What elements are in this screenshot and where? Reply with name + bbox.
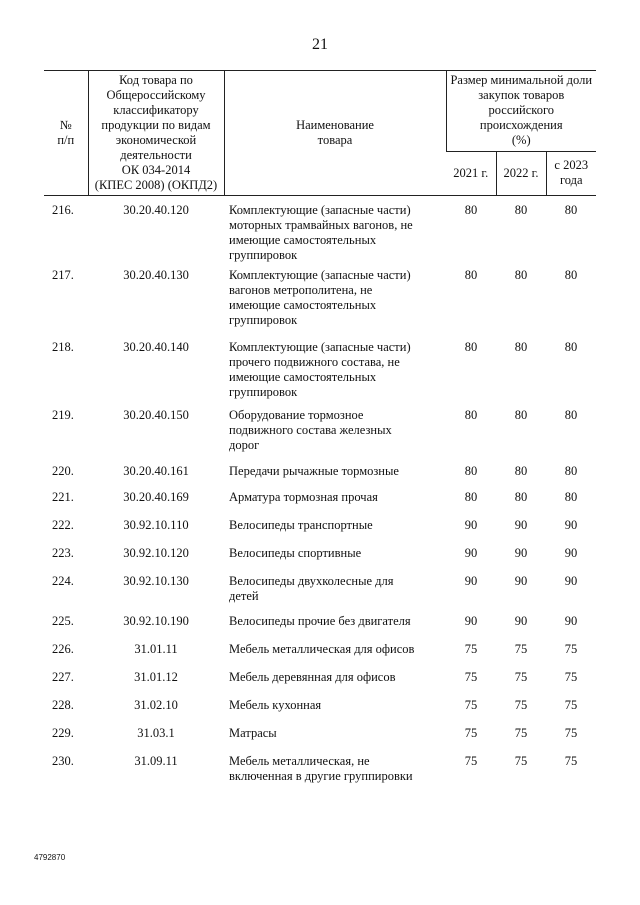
share-2023: 80	[564, 489, 578, 504]
header-year-2021: 2021 г.	[446, 151, 496, 195]
table-row	[44, 546, 596, 574]
share-2021: 80	[464, 489, 478, 504]
share-2023: 75	[564, 641, 578, 656]
share-2021: 75	[464, 669, 478, 684]
row-number: 225.	[52, 613, 74, 628]
footer-document-code: 4792870	[34, 853, 66, 862]
share-2022: 80	[514, 339, 528, 354]
product-code: 30.20.40.120	[123, 203, 189, 217]
product-code: 30.92.10.120	[123, 545, 189, 560]
product-code: 30.20.40.140	[123, 339, 189, 354]
share-2022: 90	[514, 517, 528, 532]
share-2021: 90	[464, 613, 478, 628]
header-share: Размер минимальной доли закупок товаров российского происхождения (%)	[446, 71, 596, 152]
table-row	[44, 340, 596, 408]
goods-table	[44, 70, 596, 794]
table-row	[44, 698, 596, 726]
product-name: Мебель деревянная для офисов	[229, 669, 396, 684]
product-code: 30.20.40.150	[123, 407, 189, 422]
product-name: Велосипеды транспортные	[229, 517, 373, 532]
row-number: 222.	[52, 517, 74, 532]
product-name: Велосипеды двухколесные для детей	[229, 573, 394, 603]
product-name: Мебель кухонная	[229, 697, 322, 712]
header-year-2022: 2022 г.	[496, 151, 546, 195]
share-2022: 80	[514, 407, 528, 422]
share-2022: 75	[514, 641, 528, 656]
share-2022: 80	[514, 203, 528, 217]
product-name: Мебель металлическая, не включенная в другие группировки	[229, 753, 413, 783]
share-2023: 80	[564, 267, 578, 282]
row-number: 226.	[52, 641, 74, 656]
row-number: 230.	[52, 753, 74, 768]
row-number: 223.	[52, 545, 74, 560]
header-name: Наименование товара	[224, 71, 446, 196]
table-header	[44, 71, 596, 196]
row-number: 221.	[52, 489, 74, 504]
row-number: 227.	[52, 669, 74, 684]
row-number: 217.	[52, 267, 74, 282]
share-2023: 80	[564, 463, 578, 478]
table-row	[44, 196, 596, 268]
share-2023: 90	[564, 517, 578, 532]
table-row	[44, 490, 596, 518]
product-name: Оборудование тормозное подвижного состава железных дорог	[229, 407, 392, 452]
page-number: 21	[312, 36, 328, 53]
share-2022: 80	[514, 463, 528, 478]
header-year-2023: с 2023 года	[546, 151, 596, 195]
share-2021: 90	[464, 573, 478, 588]
table-row	[44, 642, 596, 670]
product-code: 31.01.11	[134, 641, 178, 656]
share-2021: 75	[464, 753, 478, 768]
table-row	[44, 574, 596, 614]
product-code: 30.20.40.169	[123, 489, 189, 504]
share-2021: 80	[464, 339, 478, 354]
share-2021: 80	[464, 203, 478, 217]
share-2022: 80	[514, 267, 528, 282]
product-code: 30.92.10.110	[123, 517, 189, 532]
table-row	[44, 408, 596, 464]
share-2022: 75	[514, 753, 528, 768]
share-2022: 75	[514, 697, 528, 712]
product-code: 30.20.40.130	[123, 267, 189, 282]
product-code: 31.03.1	[137, 725, 175, 740]
header-num: № п/п	[44, 71, 88, 196]
share-2023: 90	[564, 573, 578, 588]
share-2023: 90	[564, 545, 578, 560]
product-name: Передачи рычажные тормозные	[229, 463, 399, 478]
share-2021: 90	[464, 517, 478, 532]
row-number: 218.	[52, 339, 74, 354]
share-2023: 75	[564, 753, 578, 768]
share-2023: 75	[564, 725, 578, 740]
product-name: Комплектующие (запасные части) вагонов метрополитена, не имеющие самостоятельных группировок	[229, 267, 411, 327]
table-row	[44, 614, 596, 642]
share-2022: 90	[514, 613, 528, 628]
product-name: Комплектующие (запасные части) моторных трамвайных вагонов, не имеющие самостоятельных группировок	[229, 203, 413, 262]
share-2022: 90	[514, 573, 528, 588]
share-2021: 80	[464, 463, 478, 478]
product-code: 31.01.12	[134, 669, 178, 684]
share-2023: 75	[564, 669, 578, 684]
row-number: 220.	[52, 463, 74, 478]
share-2021: 90	[464, 545, 478, 560]
row-number: 224.	[52, 573, 74, 588]
table-row	[44, 518, 596, 546]
product-name: Матрасы	[229, 725, 277, 740]
share-2021: 75	[464, 697, 478, 712]
row-number: 216.	[52, 203, 74, 217]
table-row	[44, 754, 596, 794]
product-name: Велосипеды прочие без двигателя	[229, 613, 411, 628]
share-2023: 80	[564, 339, 578, 354]
table-row	[44, 670, 596, 698]
table-body	[44, 196, 596, 794]
share-2021: 75	[464, 641, 478, 656]
table-row	[44, 268, 596, 340]
share-2023: 75	[564, 697, 578, 712]
share-2023: 90	[564, 613, 578, 628]
product-code: 30.92.10.130	[123, 573, 189, 588]
share-2022: 90	[514, 545, 528, 560]
product-name: Арматура тормозная прочая	[229, 489, 378, 504]
row-number: 219.	[52, 407, 74, 422]
product-name: Мебель металлическая для офисов	[229, 641, 415, 656]
share-2023: 80	[564, 203, 578, 217]
share-2021: 80	[464, 407, 478, 422]
product-name: Велосипеды спортивные	[229, 545, 362, 560]
product-name: Комплектующие (запасные части) прочего подвижного состава, не имеющие самостоятельных группировок	[229, 339, 411, 399]
share-2022: 75	[514, 725, 528, 740]
table-row	[44, 726, 596, 754]
product-code: 31.02.10	[134, 697, 178, 712]
product-code: 30.92.10.190	[123, 613, 189, 628]
share-2022: 75	[514, 669, 528, 684]
row-number: 228.	[52, 697, 74, 712]
share-2022: 80	[514, 489, 528, 504]
row-number: 229.	[52, 725, 74, 740]
share-2023: 80	[564, 407, 578, 422]
table-row	[44, 464, 596, 490]
header-code: Код товара по Общероссийскому классификатору продукции по видам экономической деятельности ОК 034-2014 (КПЕС 2008) (ОКПД2)	[88, 71, 224, 196]
share-2021: 80	[464, 267, 478, 282]
share-2021: 75	[464, 725, 478, 740]
product-code: 30.20.40.161	[123, 463, 189, 478]
product-code: 31.09.11	[134, 753, 178, 768]
